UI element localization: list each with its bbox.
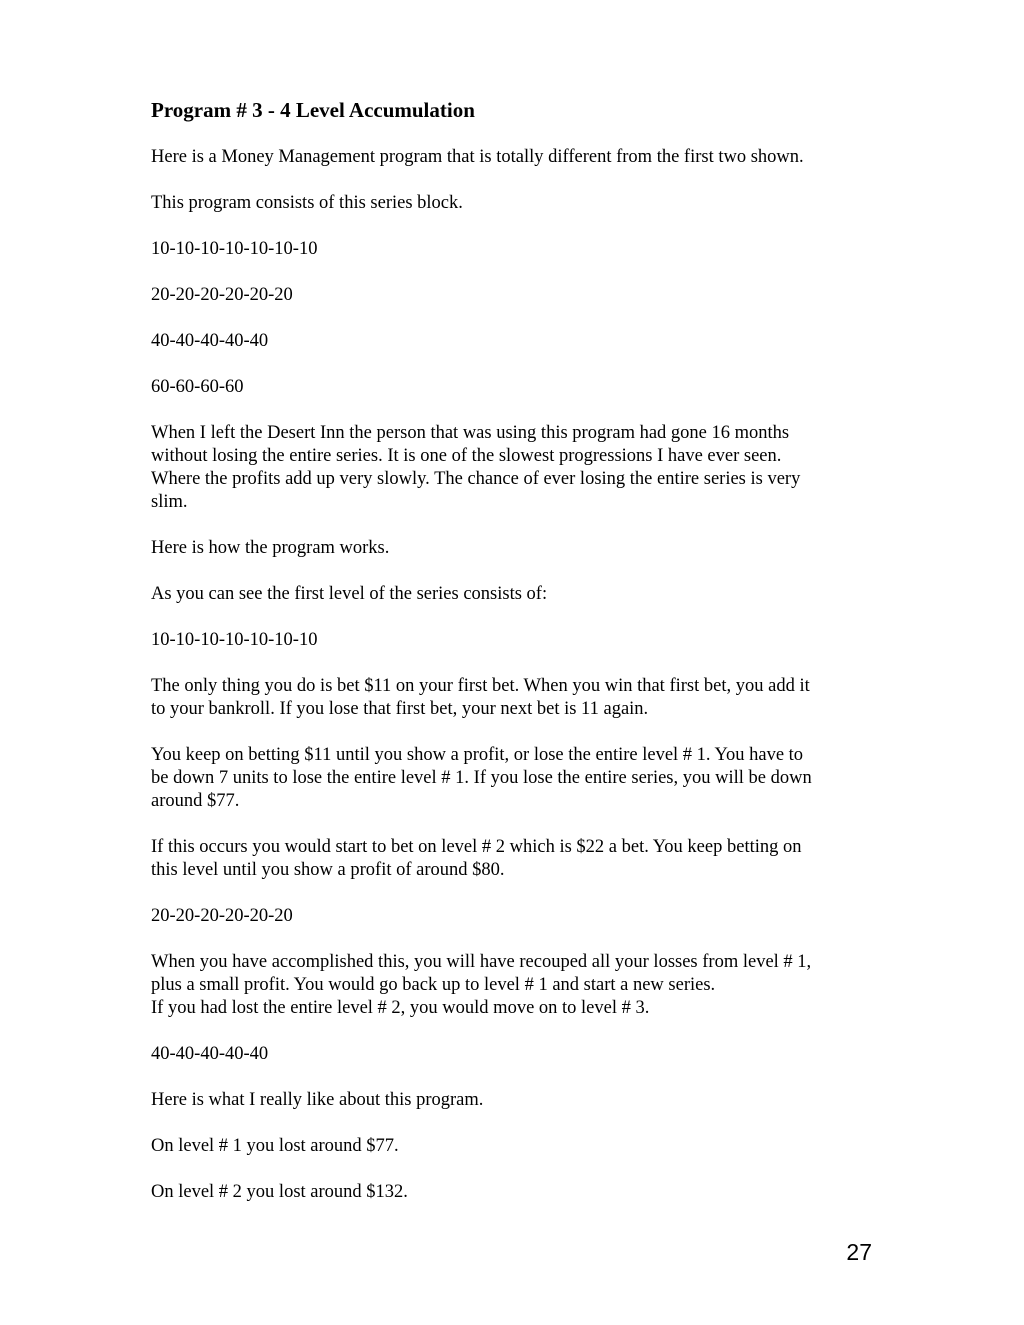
paragraph-level-1-loss: On level # 1 you lost around $77. — [151, 1136, 399, 1156]
paragraph-level-2-loss: On level # 2 you lost around $132. — [151, 1182, 408, 1202]
series-level-1-repeat: 10-10-10-10-10-10-10 — [151, 630, 318, 650]
series-level-1: 10-10-10-10-10-10-10 — [151, 239, 318, 259]
series-level-2-repeat: 20-20-20-20-20-20 — [151, 906, 293, 926]
series-level-3: 40-40-40-40-40 — [151, 331, 269, 351]
paragraph-recouped: When you have accomplished this, you will have recouped all your losses from level # 1, plus a small profit. You would go back up to level # 1 and start a new series. If you had lost the entire level # 2, you would move on to level # 3. — [151, 952, 812, 1018]
paragraph-first-level: As you can see the first level of the series consists of: — [151, 584, 548, 604]
page-number: 27 — [846, 1239, 872, 1265]
paragraph-keep-betting: You keep on betting $11 until you show a profit, or lose the entire level # 1. You have to be down 7 units to lose the entire level # 1. If you lose the entire series, you will be down around $77. — [151, 745, 812, 811]
document-page — [151, 96, 881, 1204]
document-title: Program # 3 - 4 Level Accumulation — [151, 98, 475, 122]
series-level-4: 60-60-60-60 — [151, 377, 244, 397]
series-level-3-repeat: 40-40-40-40-40 — [151, 1044, 269, 1064]
paragraph-level-2: If this occurs you would start to bet on level # 2 which is $22 a bet. You keep betting on this level until you show a profit of around $80. — [151, 837, 802, 880]
series-level-2: 20-20-20-20-20-20 — [151, 285, 293, 305]
paragraph-intro: Here is a Money Management program that is totally different from the first two shown. — [151, 147, 804, 167]
paragraph-series-block: This program consists of this series block. — [151, 193, 463, 213]
paragraph-desert-inn: When I left the Desert Inn the person that was using this program had gone 16 months without losing the entire series. It is one of the slowest progressions I have ever seen. Where the profits add up very slowly. The chance of ever losing the entire series is very slim. — [151, 423, 801, 512]
paragraph-what-i-like: Here is what I really like about this program. — [151, 1090, 484, 1110]
paragraph-how-it-works: Here is how the program works. — [151, 538, 390, 558]
paragraph-first-bet: The only thing you do is bet $11 on your first bet. When you win that first bet, you add it to your bankroll. If you lose that first bet, your next bet is 11 again. — [151, 676, 810, 719]
